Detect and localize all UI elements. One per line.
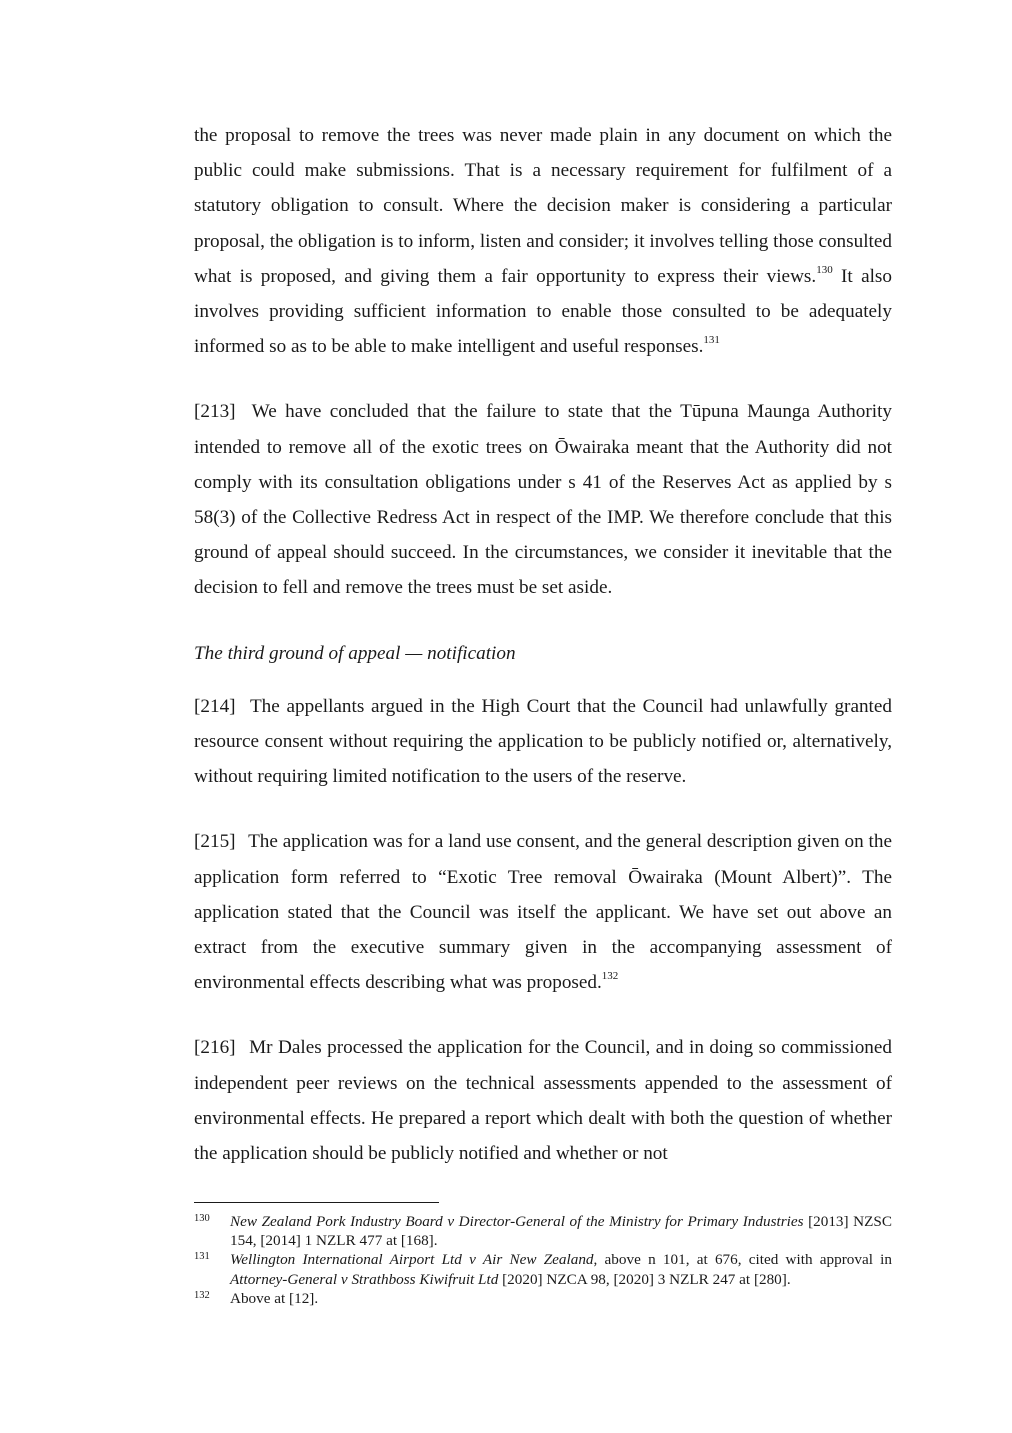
paragraph-text: the proposal to remove the trees was never made plain in any document on which the public could make submissions. That is a necessary requirement for fulfilment of a statutory obligation to consult. Where the decision maker is considering a particular proposal, the obligation is to inform, listen and consider; it involves telling those consulted what is proposed, and giving them a fair opportunity to express their views.: [194, 125, 892, 287]
paragraph-text: We have concluded that the failure to state that the Tūpuna Maunga Authority intended to remove all of the exotic trees on Ōwairaka meant that the Authority did not comply with its consultation obligations under s 41 of the Reserves Act as applied by s 58(3) of the Collective Redress Act in respect of the IMP. We therefore conclude that this ground of appeal should succeed. In the circumstances, we consider it inevitable that the decision to fell and remove the trees must be set aside.: [194, 401, 893, 599]
case-citation: New Zealand Pork Industry Board v Director-General of the Ministry for Primary Industries: [230, 1213, 804, 1230]
footnote-text: Above at [12].: [230, 1289, 319, 1307]
paragraph-text: It also involves providing sufficient information to enable those consulted to be adequately informed so as to be able to make intelligent and useful responses.: [194, 265, 892, 358]
footnote-ref-130[interactable]: 130: [816, 263, 833, 276]
footnote-130: [194, 1212, 892, 1250]
footnotes: [194, 1212, 892, 1308]
paragraph-216: [194, 1030, 892, 1171]
footnote-divider: [194, 1202, 439, 1203]
footnote-text: [2013] NZSC 154, [2014] 1 NZLR 477 at [168].: [230, 1213, 892, 1250]
section-heading: The third ground of appeal — notification: [194, 642, 516, 664]
paragraph-number: [214]: [194, 695, 236, 717]
footnote-131: [194, 1250, 892, 1288]
case-citation: Attorney-General v Strathboss Kiwifruit Ltd: [230, 1270, 499, 1288]
paragraph-number: [215]: [194, 831, 236, 853]
paragraph-215: [194, 824, 892, 1000]
case-citation: Wellington International Airport Ltd v Air New Zealand: [230, 1251, 594, 1269]
paragraph-continuation: [194, 118, 892, 364]
judgment-body: [194, 118, 892, 1171]
footnote-text: [2020] NZCA 98, [2020] 3 NZLR 247 at [280].: [498, 1270, 791, 1288]
paragraph-number: [213]: [194, 401, 236, 423]
paragraph-text: The appellants argued in the High Court that the Council had unlawfully granted resource consent without requiring the application to be publicly notified or, alternatively, without requiring limited notification to the users of the reserve.: [194, 695, 892, 788]
footnote-ref-131[interactable]: 131: [703, 334, 720, 347]
footnote-text: , above n 101, at 676, cited with approval in: [593, 1251, 892, 1269]
paragraph-214: [194, 689, 892, 795]
paragraph-number: [216]: [194, 1037, 236, 1059]
footnote-ref-132[interactable]: 132: [601, 970, 619, 983]
paragraph-text: The application was for a land use consent, and the general description given on the application form referred to “Exotic Tree removal Ōwairaka (Mount Albert)”. The application stated that the Council was itself the applicant. We have set out above an extract from the executive summary given in the accompanying assessment of environmental effects describing what was proposed.: [194, 831, 892, 994]
footnote-number: 132: [194, 1289, 210, 1301]
footnote-number: 131: [194, 1251, 210, 1263]
paragraph-text: Mr Dales processed the application for the Council, and in doing so commissioned independent peer reviews on the technical assessments appended to the assessment of environmental effects. He prepared a report which dealt with both the question of whether the application should be publicly notified and whether or not: [194, 1037, 892, 1165]
footnote-132: [194, 1289, 892, 1308]
paragraph-213: [194, 394, 892, 605]
footnote-number: 130: [194, 1213, 210, 1224]
